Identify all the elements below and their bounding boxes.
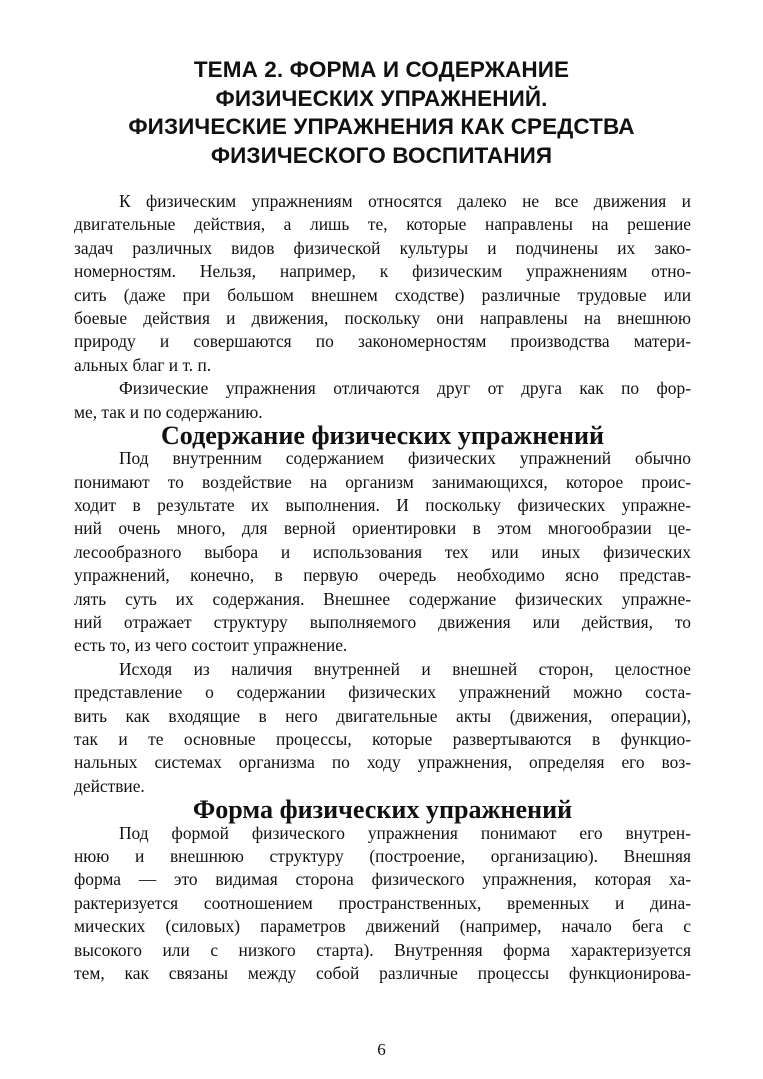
- paragraph-1: [74, 190, 691, 377]
- paragraph-4: [74, 658, 691, 798]
- page-number: 6: [377, 1040, 386, 1059]
- text-line: номерностям. Нельзя, например, к физическим упражнениям отно-: [74, 261, 691, 282]
- text-line: Под внутренним содержанием физических упражнений обычно: [119, 448, 691, 469]
- title-line: ФИЗИЧЕСКИХ УПРАЖНЕНИЙ.: [215, 85, 548, 111]
- text-line: мических (силовых) параметров движений (например, начало бега с: [74, 916, 691, 937]
- text-line: так и те основные процессы, которые развертываются в функцио-: [74, 728, 691, 749]
- text-line: упражнений, конечно, в первую очередь необходимо ясно представ-: [74, 565, 691, 586]
- chapter-title: [60, 56, 703, 170]
- text-line: представление о содержании физических упражнений можно соста-: [74, 682, 691, 703]
- text-line: рактеризуется соотношением пространственных, временных и дина-: [74, 892, 691, 913]
- text-line: боевые действия и движения, поскольку они направлены на внешнюю: [74, 307, 691, 328]
- section-heading-form: Форма физических упражнений: [192, 795, 573, 825]
- paragraph-2: [74, 377, 691, 424]
- title-line: ФИЗИЧЕСКИЕ УПРАЖНЕНИЯ КАК СРЕДСТВА: [128, 114, 635, 139]
- text-line: двигательные действия, а лишь те, которые направлены на решение: [74, 214, 691, 235]
- text-line: ходит в результате их выполнения. И поскольку физических упражне-: [74, 495, 691, 516]
- text-line: Исходя из наличия внутренней и внешней сторон, целостное: [119, 658, 691, 679]
- section-heading-content: Содержание физических упражнений: [160, 420, 605, 450]
- text-line: ний очень много, для верной ориентировки в этом многообразии це-: [74, 518, 691, 539]
- text-line: действие.: [74, 775, 145, 796]
- text-line: вить как входящие в него двигательные акты (движения, операции),: [74, 705, 691, 726]
- text-line: К физическим упражнениям относятся далеко не все движения и: [119, 191, 691, 211]
- text-line: ний отражает структуру выполняемого движения или действия, то: [74, 612, 691, 633]
- text-line: тем, как связаны между собой различные процессы функционирова-: [74, 962, 691, 983]
- text-line: нюю и внешнюю структуру (построение, организацию). Внешняя: [74, 845, 691, 866]
- text-line: ме, так и по содержанию.: [74, 401, 263, 422]
- text-line: сить (даже при большом внешнем сходстве) различные трудовые или: [74, 284, 691, 305]
- text-line: нальных системах организма по ходу упражнения, определяя его воз-: [74, 752, 691, 773]
- text-line: задач различных видов физической культуры и подчинены их зако-: [74, 237, 691, 258]
- text-line: природу и совершаются по закономерностям производства матери-: [74, 331, 691, 352]
- paragraph-3: [74, 447, 691, 658]
- text-line: альных благ и т. п.: [74, 354, 212, 375]
- title-line: ФИЗИЧЕСКОГО ВОСПИТАНИЯ: [210, 142, 553, 168]
- body-text: [74, 190, 691, 985]
- text-line: лесообразного выбора и использования тех или иных физических: [74, 541, 691, 562]
- title-line: ТЕМА 2. ФОРМА И СОДЕРЖАНИЕ: [193, 57, 570, 82]
- text-line: Физические упражнения отличаются друг от друга как по фор-: [119, 378, 691, 399]
- text-line: форма — это видимая сторона физического упражнения, которая ха-: [74, 869, 691, 890]
- text-line: понимают то воздействие на организм занимающихся, которое проис-: [74, 471, 691, 492]
- text-line: высокого или с низкого старта). Внутренняя форма характеризуется: [74, 939, 691, 960]
- text-line: лять суть их содержания. Внешнее содержание физических упражне-: [74, 588, 691, 609]
- text-line: Под формой физического упражнения понимают его внутрен-: [119, 822, 691, 843]
- paragraph-5: [74, 822, 691, 986]
- text-line: есть то, из чего состоит упражнение.: [74, 635, 348, 656]
